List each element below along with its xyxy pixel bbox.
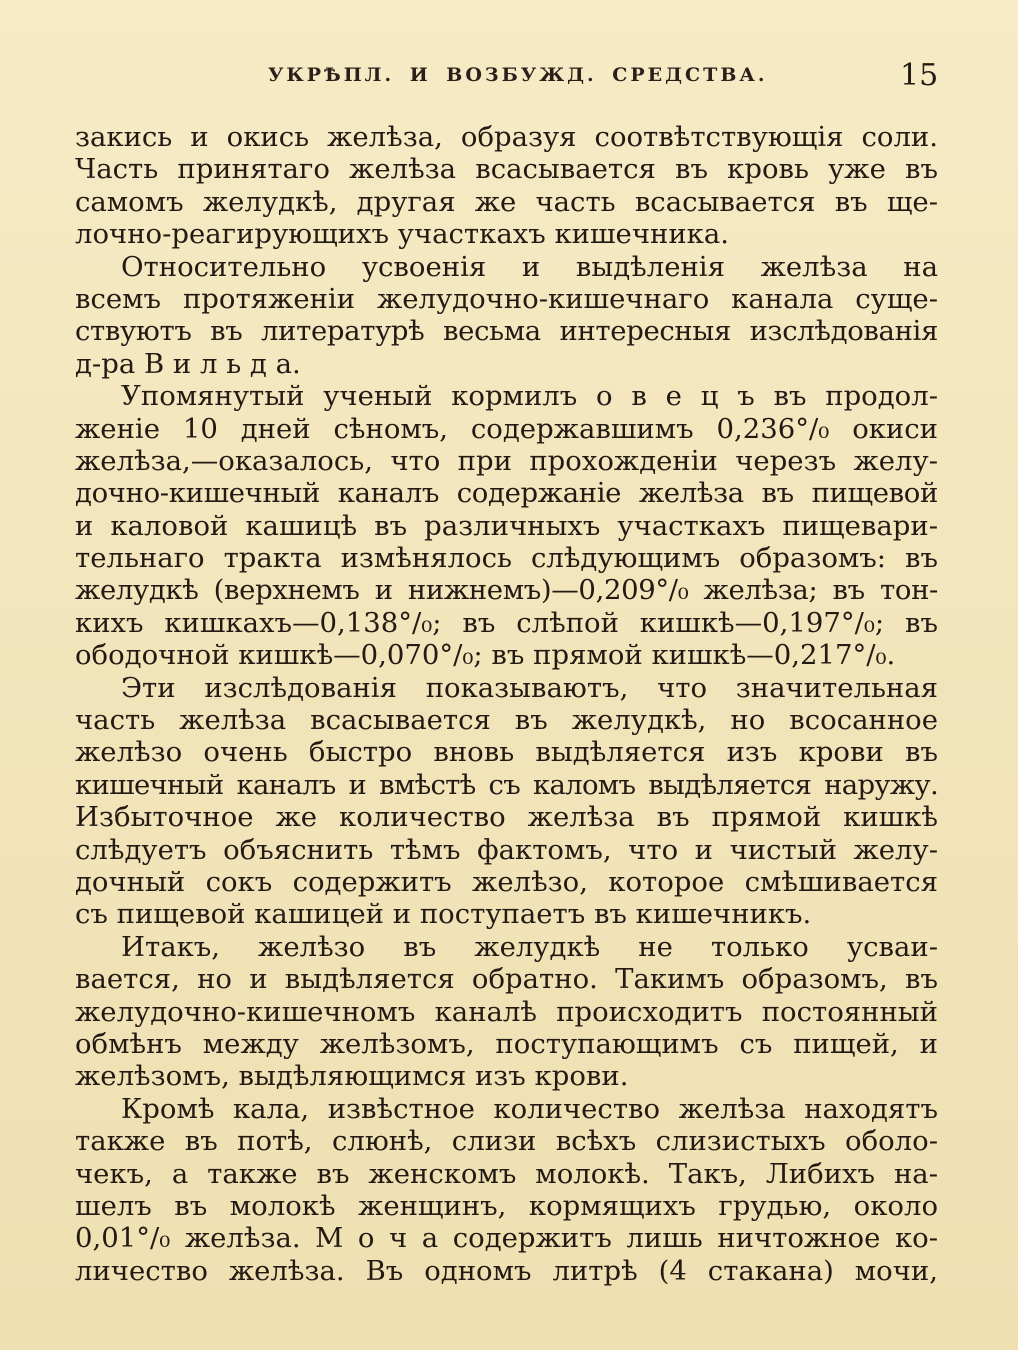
running-header	[0, 58, 1018, 98]
paragraph-first-line: Упомянутый ученый кормилъ о в е ц ъ въ продол-	[121, 380, 938, 413]
text-line: всемъ протяженіи желудочно-кишечнаго канала суще-	[75, 282, 938, 315]
text-line: желѣза,—оказалось, что при прохожденіи черезъ желу-	[75, 444, 938, 477]
text-line: обмѣнъ между желѣзомъ, поступающимъ съ пищей, и	[75, 1027, 938, 1060]
text-line: ствуютъ въ литературѣ весьма интересныя изслѣдованія	[75, 315, 938, 348]
text-line: шелъ въ молокѣ женщинъ, кормящихъ грудью, около	[75, 1189, 938, 1222]
text-line: ободочной кишкѣ—0,070°/₀; въ прямой кишкѣ—0,217°/₀.	[75, 639, 896, 672]
paragraph-first-line: Эти изслѣдованія показываютъ, что значительная	[121, 671, 938, 704]
page-number: 15	[900, 58, 939, 93]
text-line: кишечный каналъ и вмѣстѣ съ каломъ выдѣляется наружу.	[75, 768, 938, 801]
text-line: кихъ кишкахъ—0,138°/₀; въ слѣпой кишкѣ—0,197°/₀; въ	[75, 606, 938, 639]
text-line: дочно-кишечный каналъ содержаніе желѣза въ пищевой	[75, 477, 938, 510]
text-line: женіе 10 дней сѣномъ, содержавшимъ 0,236°/₀ окиси	[75, 412, 938, 445]
running-title: УКРѢПЛ. И ВОЗБУЖД. СРЕДСТВА.	[268, 64, 768, 86]
paragraph-first-line: Относительно усвоенія и выдѣленія желѣза на	[121, 250, 938, 283]
text-line: дочный сокъ содержитъ желѣзо, которое смѣшивается	[75, 865, 938, 898]
paragraph-first-line: Итакъ, желѣзо въ желудкѣ не только усваи-	[121, 930, 938, 963]
text-line: также въ потѣ, слюнѣ, слизи всѣхъ слизистыхъ оболо-	[75, 1125, 938, 1158]
text-line: тельнаго тракта измѣнялось слѣдующимъ образомъ: въ	[75, 542, 938, 575]
text-line: желудочно-кишечномъ каналѣ происходитъ постоянный	[75, 995, 938, 1028]
text-line: желѣзо очень быстро вновь выдѣляется изъ крови въ	[75, 736, 938, 769]
paragraph-first-line: Кромѣ кала, извѣстное количество желѣза находятъ	[121, 1092, 938, 1125]
text-line: чекъ, а также въ женскомъ молокѣ. Такъ, Либихъ на-	[75, 1157, 938, 1190]
text-line: съ пищевой кашицей и поступаетъ въ кишечникъ.	[75, 898, 812, 931]
text-line: и каловой кашицѣ въ различныхъ участкахъ пищевари-	[75, 509, 938, 542]
text-line: Часть принятаго желѣза всасывается въ кровь уже въ	[75, 153, 938, 186]
text-line: самомъ желудкѣ, другая же часть всасывается въ ще-	[75, 185, 938, 218]
text-line: слѣдуетъ объяснить тѣмъ фактомъ, что и чистый желу-	[75, 833, 938, 866]
text-line: 0,01°/₀ желѣза. М о ч а содержитъ лишь ничтожное ко-	[75, 1222, 938, 1255]
text-line: желѣзомъ, выдѣляющимся изъ крови.	[75, 1060, 629, 1093]
text-line: вается, но и выдѣляется обратно. Такимъ образомъ, въ	[75, 963, 938, 996]
text-line: часть желѣза всасывается въ желудкѣ, но всосанное	[75, 704, 938, 737]
text-line: желудкѣ (верхнемъ и нижнемъ)—0,209°/₀ желѣза; въ тон-	[75, 574, 938, 607]
text-line: личество желѣза. Въ одномъ литрѣ (4 стакана) мочи,	[75, 1254, 938, 1287]
text-line: закись и окись желѣза, образуя соотвѣтствующія соли.	[75, 121, 938, 153]
text-line: лочно-реагирующихъ участкахъ кишечника.	[75, 218, 729, 251]
body-text	[75, 121, 938, 1287]
text-line: Избыточное же количество желѣза въ прямой кишкѣ	[75, 801, 938, 834]
text-line: д-ра В и л ь д а.	[75, 347, 301, 380]
